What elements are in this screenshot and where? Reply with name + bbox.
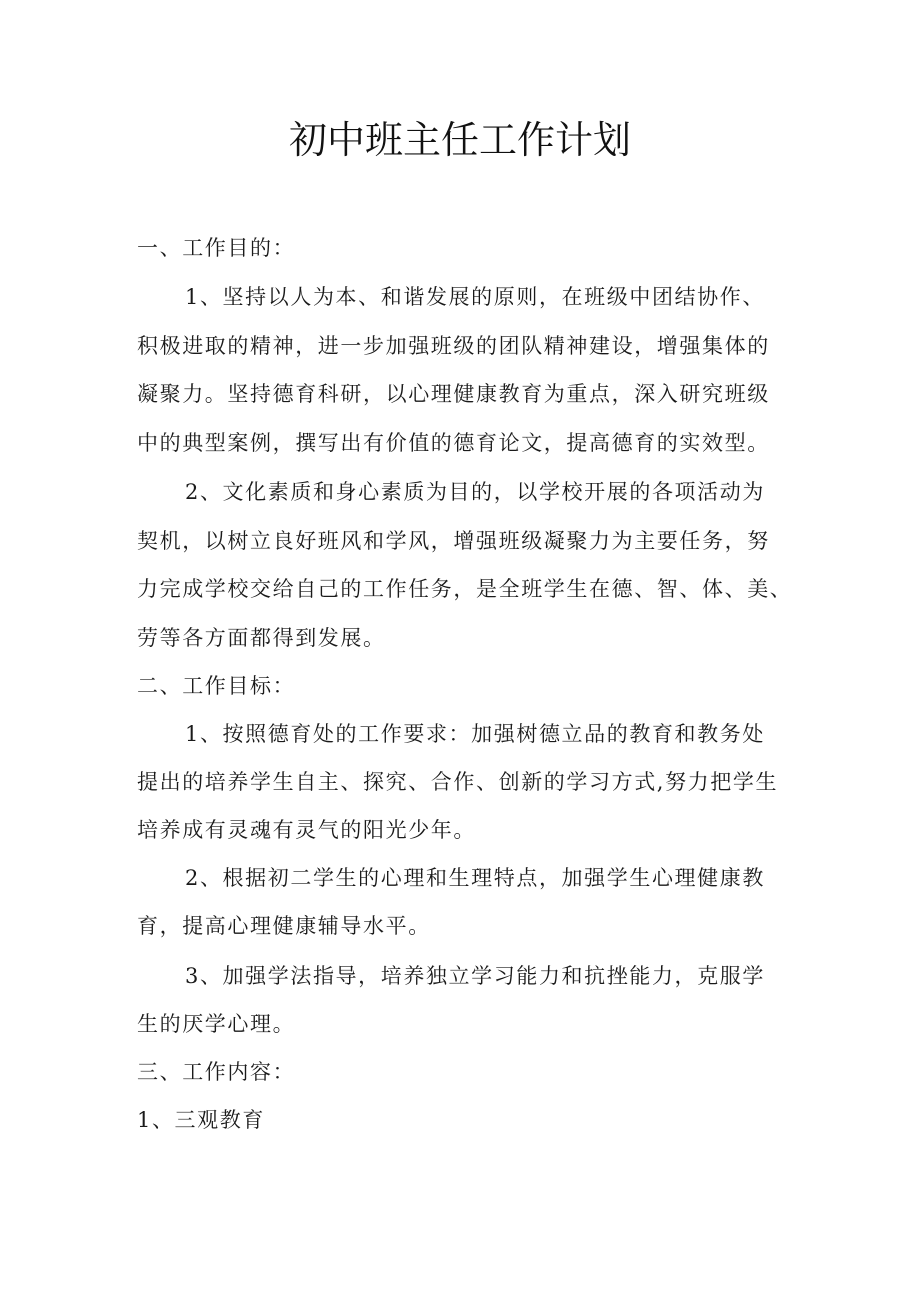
paragraph-line: 力完成学校交给自己的工作任务，是全班学生在德、智、体、美、 (137, 577, 793, 601)
paragraph-line: 积极进取的精神，进一步加强班级的团队精神建设，增强集体的 (137, 334, 770, 358)
paragraph-line: 2、文化素质和身心素质为目的，以学校开展的各项活动为 (185, 480, 765, 504)
paragraph-line: 育，提高心理健康辅导水平。 (137, 914, 431, 938)
section-heading-goals: 二、工作目标： (137, 674, 296, 698)
paragraph-line: 契机，以树立良好班风和学风，增强班级凝聚力为主要任务，努 (137, 529, 770, 553)
paragraph-line: 2、根据初二学生的心理和生理特点，加强学生心理健康教 (185, 866, 765, 890)
document-title: 初中班主任工作计划 (288, 118, 631, 162)
paragraph-line: 生的厌学心理。 (137, 1012, 296, 1036)
subheading-three-views-education: 1、三观教育 (137, 1108, 265, 1132)
paragraph-line: 劳等各方面都得到发展。 (137, 626, 386, 650)
section-heading-purpose: 一、工作目的： (137, 236, 296, 260)
paragraph-line: 提出的培养学生自主、探究、合作、创新的学习方式,努力把学生 (137, 770, 779, 794)
paragraph-line: 培养成有灵魂有灵气的阳光少年。 (137, 818, 476, 842)
paragraph-line: 3、加强学法指导，培养独立学习能力和抗挫能力，克服学 (185, 964, 765, 988)
paragraph-line: 中的典型案例，撰写出有价值的德育论文，提高德育的实效型。 (137, 431, 770, 455)
paragraph-line: 凝聚力。坚持德育科研，以心理健康教育为重点，深入研究班级 (137, 382, 770, 406)
section-heading-content: 三、工作内容： (137, 1060, 296, 1084)
paragraph-line: 1、按照德育处的工作要求：加强树德立品的教育和教务处 (185, 722, 765, 746)
paragraph-line: 1、坚持以人为本、和谐发展的原则，在班级中团结协作、 (185, 285, 765, 309)
